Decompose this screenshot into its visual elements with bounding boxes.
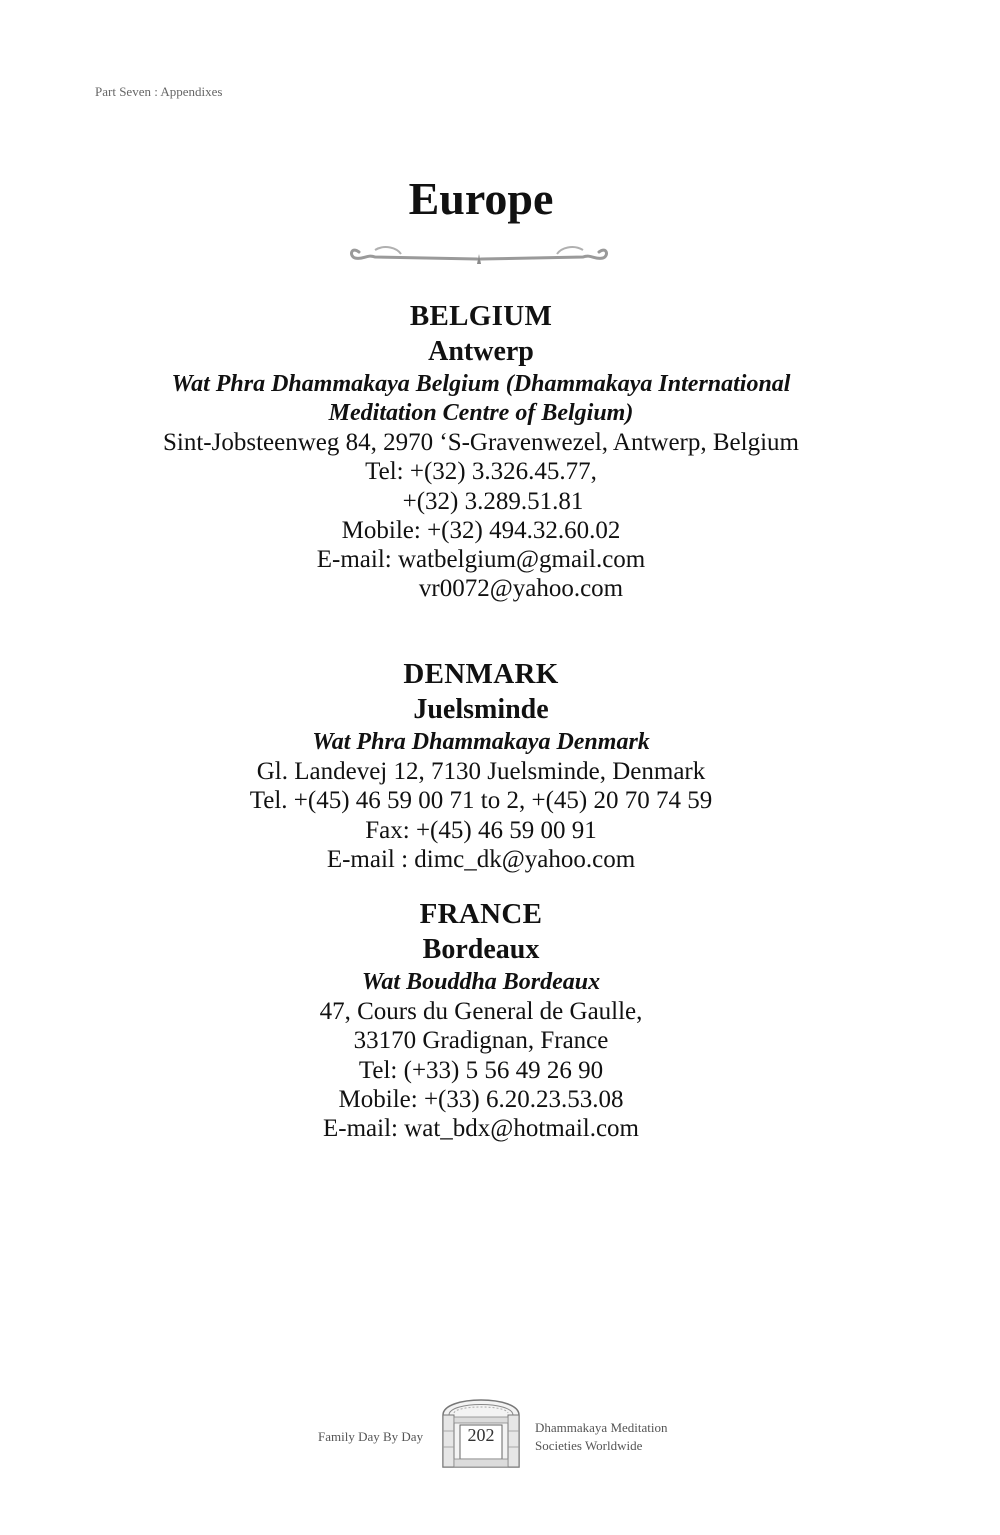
entry-denmark	[0, 656, 962, 874]
city-heading: Juelsminde	[413, 694, 549, 725]
organization-name-continued: Meditation Centre of Belgium)	[328, 400, 634, 426]
page-number: 202	[467, 1425, 495, 1445]
telephone-line: Tel: (+33) 5 56 49 26 90	[358, 1056, 604, 1084]
email-line-2: vr0072@yahoo.com	[418, 575, 624, 603]
organization-name: Wat Phra Dhammakaya Denmark	[312, 729, 650, 755]
email-line: E-mail: wat_bdx@hotmail.com	[322, 1115, 639, 1143]
mobile-line: Mobile: +(32) 494.32.60.02	[341, 516, 621, 544]
footer-book-title: Family Day By Day	[318, 1429, 424, 1444]
country-heading: DENMARK	[403, 658, 559, 690]
footer-section-title	[535, 1419, 668, 1455]
email-line: E-mail : dimc_dk@yahoo.com	[326, 845, 636, 873]
footer-section-line-1: Dhammakaya Meditation	[535, 1420, 668, 1435]
email-line: E-mail: watbelgium@gmail.com	[316, 546, 646, 574]
entry-belgium	[0, 298, 962, 604]
address-line: 47, Cours du General de Gaulle,	[319, 998, 643, 1025]
fax-line: Fax: +(45) 46 59 00 91	[365, 816, 597, 844]
entry-france	[0, 896, 962, 1143]
country-heading: FRANCE	[419, 898, 543, 930]
country-heading: BELGIUM	[409, 300, 553, 332]
address-line-2: 33170 Gradignan, France	[353, 1027, 609, 1055]
address-line: Gl. Landevej 12, 7130 Juelsminde, Denmark	[256, 758, 706, 785]
telephone-line: Tel: +(32) 3.326.45.77,	[365, 458, 597, 486]
organization-name: Wat Bouddha Bordeaux	[361, 969, 601, 995]
organization-name: Wat Phra Dhammakaya Belgium (Dhammakaya International	[171, 371, 791, 397]
decorative-divider	[345, 240, 613, 270]
mobile-line: Mobile: +(33) 6.20.23.53.08	[338, 1085, 624, 1113]
footer-section-line-2: Societies Worldwide	[535, 1438, 643, 1453]
address-line: Sint-Jobsteenweg 84, 2970 ‘S-Gravenwezel, Antwerp, Belgium	[163, 429, 799, 456]
city-heading: Antwerp	[428, 336, 534, 367]
telephone-line: Tel. +(45) 46 59 00 71 to 2, +(45) 20 70 74 59	[249, 787, 713, 815]
city-heading: Bordeaux	[422, 934, 540, 965]
running-head: Part Seven : Appendixes	[95, 84, 223, 99]
telephone-line-2: +(32) 3.289.51.81	[402, 487, 584, 515]
page-title: Europe	[408, 173, 554, 224]
